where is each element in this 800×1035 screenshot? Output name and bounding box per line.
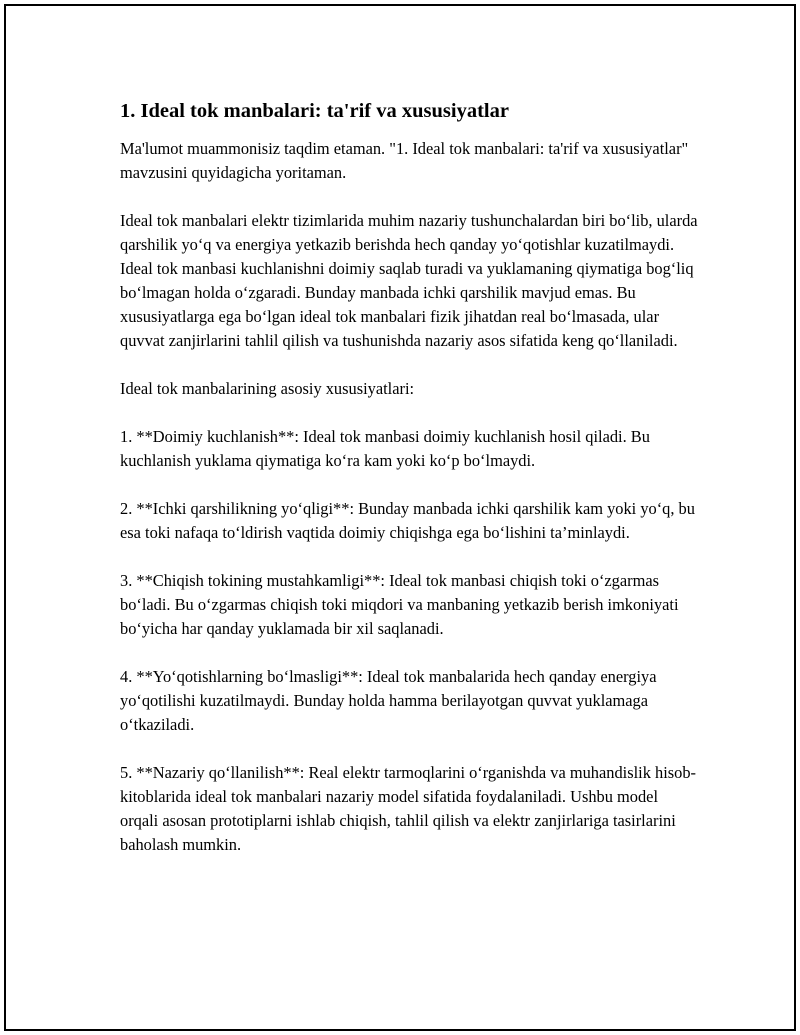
list-item-5: 5. **Nazariy qo‘llanilish**: Real elektr tarmoqlarini o‘rganishda va muhandislik hisob-kitoblarida ideal tok manbalari nazariy model sifatida foydalaniladi. Ushbu model orqali asosan prototiplarni ishlab chiqish, tahlil qilish va elektr zanjirlariga tasirlarini baholash mumkin. xyxy=(120,763,696,854)
paragraph-definition: Ideal tok manbalari elektr tizimlarida muhim nazariy tushunchalardan biri bo‘lib, ularda qarshilik yo‘q va energiya yetkazib berishda hech qanday yo‘qotishlar kuzatilmaydi. Ideal tok manbasi kuchlanishni doimiy saqlab turadi va yuklamaning qiymatiga bog‘liq bo‘lmagan holda o‘zgaradi. Bunday manbada ichki qarshilik mavjud emas. Bu xususiyatlarga ega bo‘lgan ideal tok manbalari fizik jihatdan real bo‘lmasada, ular quvvat zanjirlarini tahlil qilish va tushunishda nazariy asos sifatida keng qo‘llaniladi. xyxy=(120,211,698,350)
paragraph-list-heading: Ideal tok manbalarining asosiy xususiyatlari: xyxy=(120,379,415,398)
paragraph-intro: Ma'lumot muammonisiz taqdim etaman. "1. Ideal tok manbalari: ta'rif va xususiyatlar" mavzusini quyidagicha yoritaman. xyxy=(120,139,689,182)
list-item-4: 4. **Yo‘qotishlarning bo‘lmasligi**: Ideal tok manbalarida hech qanday energiya yo‘qotilishi kuzatilmaydi. Bunday holda hamma berilayotgan quvvat yuklamaga o‘tkaziladi. xyxy=(120,667,657,734)
list-item-1: 1. **Doimiy kuchlanish**: Ideal tok manbasi doimiy kuchlanish hosil qiladi. Bu kuchlanish yuklama qiymatiga ko‘ra kam yoki ko‘p bo‘lmaydi. xyxy=(120,427,650,470)
list-item-3: 3. **Chiqish tokining mustahkamligi**: Ideal tok manbasi chiqish toki o‘zgarmas bo‘ladi. Bu o‘zgarmas chiqish toki miqdori va manbaning yetkazib berish imkoniyati bo‘yicha har qanday yuklamada bir xil saqlanadi. xyxy=(120,571,679,638)
document-body xyxy=(120,96,700,881)
page-frame xyxy=(4,4,796,1031)
list-item-2: 2. **Ichki qarshilikning yo‘qligi**: Bunday manbada ichki qarshilik kam yoki yo‘q, bu esa toki nafaqa to‘ldirish vaqtida doimiy chiqishga ega bo‘lishini ta’minlaydi. xyxy=(120,499,695,542)
document-title: 1. Ideal tok manbalari: ta'rif va xususiyatlar xyxy=(120,100,509,122)
